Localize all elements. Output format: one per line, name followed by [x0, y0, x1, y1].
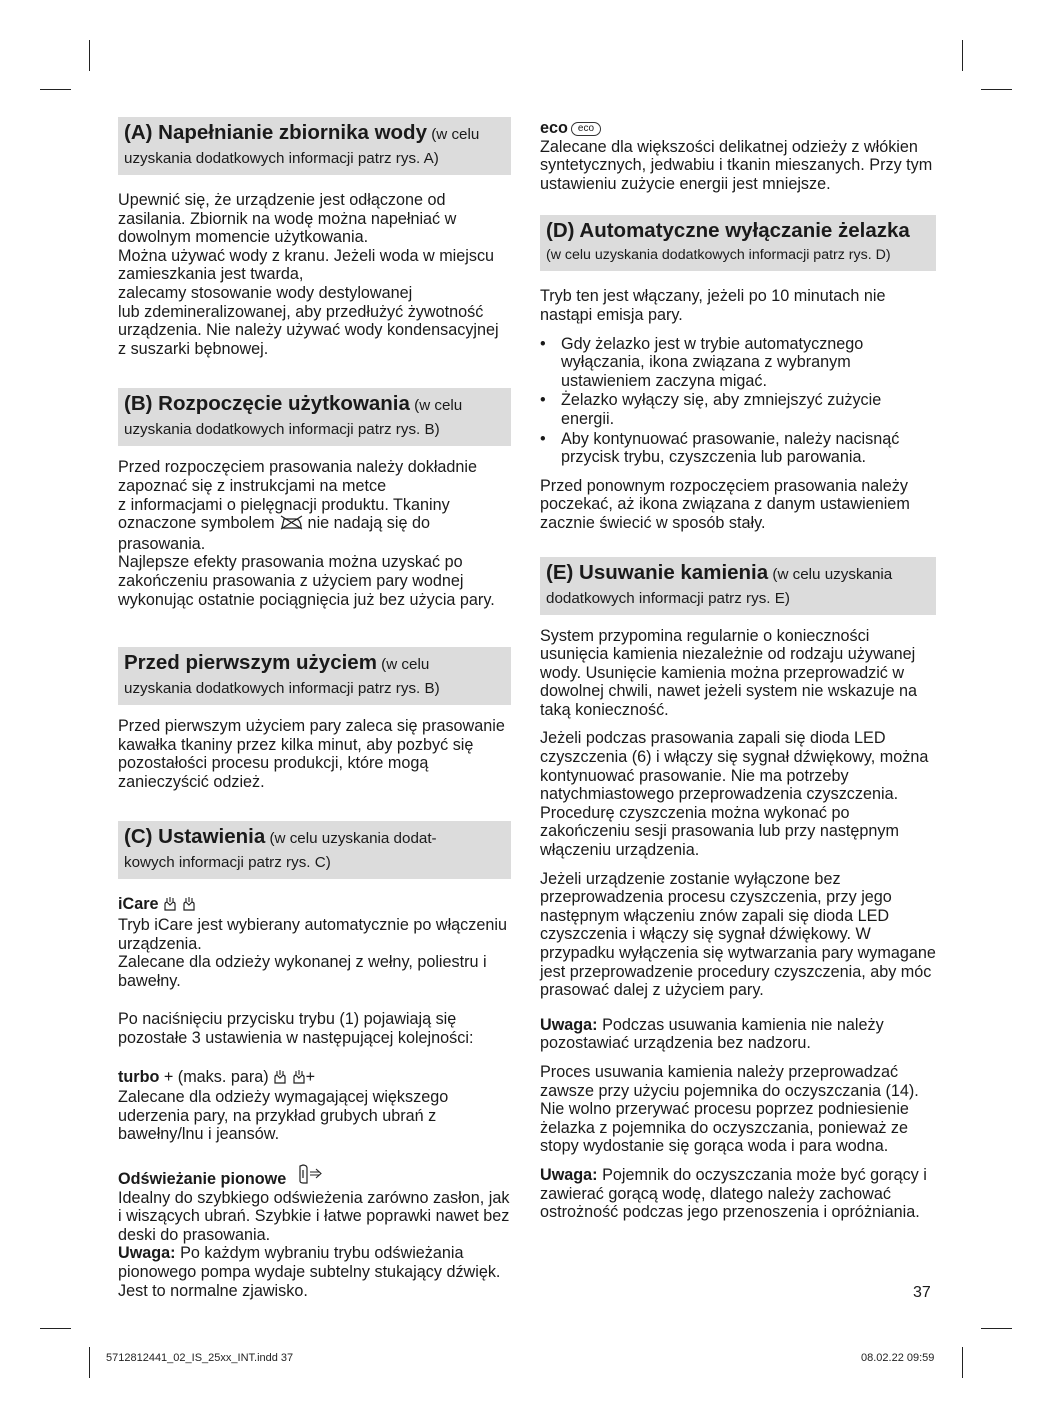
icare-p2: Zalecane dla odzieży wykonanej z wełny, poliestru i bawełny.	[118, 953, 487, 990]
section-b-p2b: nie nadają się do prasowania.	[118, 514, 430, 553]
section-a-text	[118, 191, 511, 358]
eco-badge: eco	[571, 122, 601, 136]
section-a-p4: lub zdemineralizowanej, aby przedłużyć żywotność urządzenia. Nie należy używać wody kondensacyjnej z suszarki bębnowej.	[118, 302, 499, 358]
note2-text: Pojemnik do oczyszczania może być gorący i zawierać gorącą wodę, dlatego należy zachować ostrożność podczas jego przenoszenia i opróżniania.	[540, 1165, 927, 1222]
icare-label: iCare	[118, 895, 159, 914]
turbo-text: Zalecane dla odzieży wymagającej większego uderzenia pary, na przykład grubych ubrań z bawełny/lnu i jeansów.	[118, 1088, 449, 1144]
section-c-title: (C) Ustawienia	[124, 825, 266, 849]
section-b-p3: Najlepsze efekty prasowania można uzyskać po zakończeniu prasowania z użyciem pary wodnej wykonując ostatnie pociągnięcia już bez użycia pary.	[118, 553, 495, 609]
bullet-text: Aby kontynuować prasowanie, należy nacisnąć przycisk trybu, czyszczenia lub parowania.	[561, 429, 900, 467]
section-d-subtitle: (w celu uzyskania dodatkowych informacji patrz rys. D)	[546, 247, 891, 264]
list-item	[540, 430, 936, 467]
section-e-subtitle-line2: dodatkowych informacji patrz rys. E)	[546, 589, 790, 607]
first-use-title: Przed pierwszym użyciem	[124, 651, 377, 675]
list-item	[540, 391, 936, 428]
list-item	[540, 335, 936, 391]
no-ironing-icon	[279, 515, 303, 535]
icare-p1: Tryb iCare jest wybierany automatycznie po włączeniu urządzenia.	[118, 916, 507, 953]
section-b-p1: Przed rozpoczęciem prasowania należy dokładnie zapoznać się z instrukcjami na metce	[118, 458, 478, 495]
icare-block	[118, 895, 511, 990]
eco-block	[540, 119, 936, 193]
footer-date: 08.02.22 09:59	[861, 1352, 935, 1364]
section-a-title: (A) Napełnianie zbiornika wody	[124, 121, 427, 144]
note-label: Uwaga:	[540, 1165, 598, 1184]
crop-mark	[40, 1328, 71, 1329]
turbo-label: turbo	[118, 1067, 160, 1086]
section-a-p1: Upewnić się, że urządzenie jest odłączone od zasilania. Zbiornik na wodę można napełniać w dowolnym momencie użytkowania.	[118, 191, 457, 247]
steam-icon	[273, 1069, 287, 1089]
section-a-header	[118, 117, 511, 175]
bullet-text: Gdy żelazko jest w trybie automatycznego wyłączania, ikona związana z wybranym ustawieniem zaczyna migać.	[561, 334, 864, 390]
turbo-plus: +	[305, 1067, 316, 1086]
vertical-note-text: Po każdym wybraniu trybu odświeżania pionowego pompa wydaje subtelny stukający dźwięk. Jest to normalne zjawisko.	[118, 1244, 501, 1300]
vertical-note-label: Uwaga:	[118, 1244, 176, 1263]
crop-mark	[981, 89, 1012, 90]
section-e-title: (E) Usuwanie kamienia	[546, 560, 769, 584]
section-d-title: (D) Automatyczne wyłączanie żelazka	[546, 219, 910, 243]
crop-mark	[962, 40, 963, 71]
crop-mark	[962, 1347, 963, 1378]
steam-icon	[292, 1069, 306, 1089]
vertical-steam-block	[118, 1164, 511, 1300]
section-b-subtitle-line2: uzyskania dodatkowych informacji patrz rys. B)	[124, 421, 440, 439]
section-e-note2	[540, 1166, 936, 1222]
right-column	[540, 117, 936, 1232]
turbo-suffix: + (maks. para)	[159, 1067, 269, 1086]
eco-label: eco	[540, 119, 568, 137]
bullet-dot: •	[540, 391, 546, 410]
section-a-p2: Można używać wody z kranu. Jeżeli woda w miejscu zamieszkania jest twarda,	[118, 246, 495, 284]
section-d-p2: Przed ponownym rozpoczęciem prasowania należy poczekać, aż ikona związana z danym ustawieniem zacznie świecić w sposób stały.	[540, 476, 910, 532]
vertical-steam-label: Odświeżanie pionowe	[118, 1170, 287, 1188]
first-use-subtitle-line2: uzyskania dodatkowych informacji patrz rys. B)	[124, 680, 440, 698]
page-number: 37	[913, 1284, 931, 1301]
section-c-subtitle: (w celu uzyskania dodat-	[265, 830, 437, 848]
section-d-bullets	[540, 335, 936, 467]
section-b-title: (B) Rozpoczęcie użytkowania	[124, 392, 410, 416]
crop-mark	[89, 40, 90, 71]
section-d-p1: Tryb ten jest włączany, jeżeli po 10 minutach nie nastąpi emisja pary.	[540, 287, 886, 324]
steam-icon	[163, 896, 177, 916]
section-b-header	[118, 388, 511, 446]
section-c-header	[118, 821, 511, 879]
left-column	[118, 117, 511, 1310]
note1-text: Podczas usuwania kamienia nie należy pozostawiać urządzenia bez nadzoru.	[540, 1015, 884, 1053]
section-c-subtitle-line2: kowych informacji patrz rys. C)	[124, 854, 331, 872]
vertical-steam-text: Idealny do szybkiego odświeżenia zarówno zasłon, jak i wiszących ubrań. Szybkie i łatwe poprawki nawet bez deski do prasowania.	[118, 1188, 510, 1244]
crop-mark	[40, 89, 71, 90]
mode-order-text: Po naciśnięciu przycisku trybu (1) pojawiają się pozostałe 3 ustawienia w następującej kolejności:	[118, 1010, 474, 1048]
bullet-dot: •	[540, 429, 546, 448]
section-b-p2a: z informacjami o pielęgnacji produktu. Tkaniny oznaczone symbolem	[118, 495, 450, 533]
section-e-p4: Proces usuwania kamienia należy przeprowadzać zawsze przy użyciu pojemnika do oczyszczania (14). Nie wolno przerywać procesu poprzez podniesienie żelazka z pojemnika do oczyszczania, ponieważ ze stopy wydostanie się gorąca woda i para wodna.	[540, 1062, 919, 1156]
note-label: Uwaga:	[540, 1015, 598, 1034]
bullet-dot: •	[540, 334, 546, 353]
section-e-note1	[540, 1016, 936, 1053]
footer-filename: 5712812441_02_IS_25xx_INT.indd 37	[106, 1352, 294, 1364]
eco-text: Zalecane dla większości delikatnej odzieży z włókien syntetycznych, jedwabiu i tkanin mieszanych. Przy tym ustawieniu zużycie energii jest mniejsze.	[540, 137, 933, 193]
section-a-p3: zalecamy stosowanie wody destylowanej	[118, 283, 413, 302]
section-b-text	[118, 458, 511, 609]
section-b-subtitle: (w celu	[409, 397, 463, 415]
first-use-subtitle: (w celu	[376, 656, 430, 674]
vertical-steam-icon	[297, 1164, 325, 1189]
turbo-block	[118, 1068, 511, 1144]
crop-mark	[89, 1347, 90, 1378]
section-e-subtitle: (w celu uzyskania	[768, 565, 893, 583]
section-e-p1: System przypomina regularnie o konieczności usunięcia kamienia niezależnie od rodzaju używanej wody. Usunięcie kamienia można przeprowadzić w dowolnej chwili, nawet jeżeli system nie wskazuje na taką konieczność.	[540, 626, 917, 719]
section-a-subtitle-line2: uzyskania dodatkowych informacji patrz rys. A)	[124, 150, 439, 167]
crop-mark	[981, 1328, 1012, 1329]
steam-icon	[182, 896, 196, 916]
first-use-text: Przed pierwszym użyciem pary zaleca się prasowanie kawałka tkaniny przez kilka minut, aby pozbyć się pozostałości procesu produkcji, które mogą zanieczyścić odzież.	[118, 717, 505, 791]
section-a-subtitle: (w celu	[427, 126, 480, 143]
section-d-header	[540, 215, 936, 271]
section-e-header	[540, 557, 936, 615]
first-use-header	[118, 647, 511, 705]
bullet-text: Żelazko wyłączy się, aby zmniejszyć zużycie energii.	[561, 391, 882, 428]
section-e-p3: Jeżeli urządzenie zostanie wyłączone bez przeprowadzenia procesu czyszczenia, przy jego następnym włączeniu znów zapali się dioda LED czyszczenia i włączy się sygnał dźwiękowy. W przypadku wyłączenia się wytwarzania pary wymagane jest przeprowadzenie procedury czyszczenia, aby móc prasować dalej z użyciem pary.	[540, 869, 936, 1000]
section-e-p2: Jeżeli podczas prasowania zapali się dioda LED czyszczenia (6) i włączy się sygnał dźwiękowy, można kontynuować prasowanie. Nie ma potrzeby natychmiastowego przeprowadzenia czyszczenia. Procedurę czyszczenia można wykonać po zakończeniu sesji prasowania lub przy następnym włączeniu urządzenia.	[540, 729, 929, 860]
